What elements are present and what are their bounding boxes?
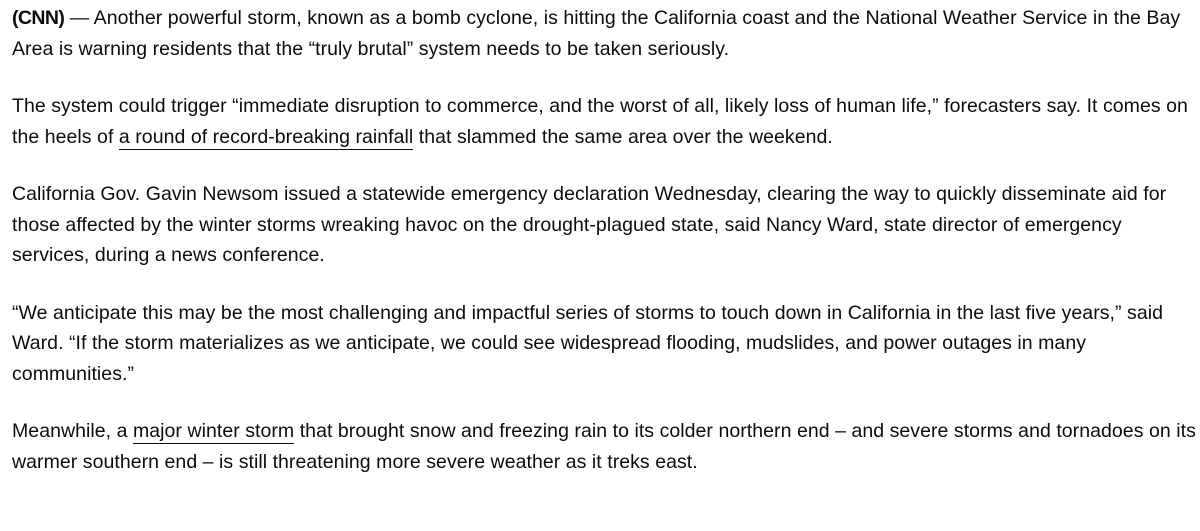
paragraph-1 [12,3,1198,64]
article-body [12,3,1198,477]
paragraph-text: that slammed the same area over the weekend. [413,125,833,148]
paragraph-text: Another powerful storm, known as a bomb cyclone, is hitting the California coast and the National Weather Service in the Bay Area is warning residents that the “truly brutal” system needs to be taken seriously. [12,7,1181,60]
paragraph-text: Meanwhile, a [12,420,133,442]
source-tag: (CNN) [12,7,65,29]
paragraph-text: that brought snow and freezing rain to its colder northern end – and severe storms and tornadoes on its warmer southern end – is still threatening more severe weather as it treks east. [12,420,1196,473]
source-dash: — [64,7,94,29]
paragraph-3 [12,179,1198,271]
paragraph-5 [12,416,1198,477]
paragraph-text: The system could trigger “immediate disruption to commerce, and the worst of all, likely loss of human life,” forecasters say. It comes on the heels of [12,95,1188,148]
paragraph-text: “We anticipate this may be the most challenging and impactful series of storms to touch down in California in the last five years,” said Ward. “If the storm materializes as we anticipate, we could see widespread flooding, mudslides, and power outages in many communities.” [12,301,1163,385]
paragraph-4 [12,298,1198,390]
record-rainfall-link[interactable]: a round of record-breaking rainfall [118,125,414,148]
winter-storm-link[interactable]: major winter storm [132,420,295,442]
paragraph-text: California Gov. Gavin Newsom issued a statewide emergency declaration Wednesday, clearing the way to quickly disseminate aid for those affected by the winter storms wreaking havoc on the drought-plagued state, said Nancy Ward, state director of emergency services, during a news conference. [12,183,1167,266]
paragraph-2 [12,91,1198,152]
